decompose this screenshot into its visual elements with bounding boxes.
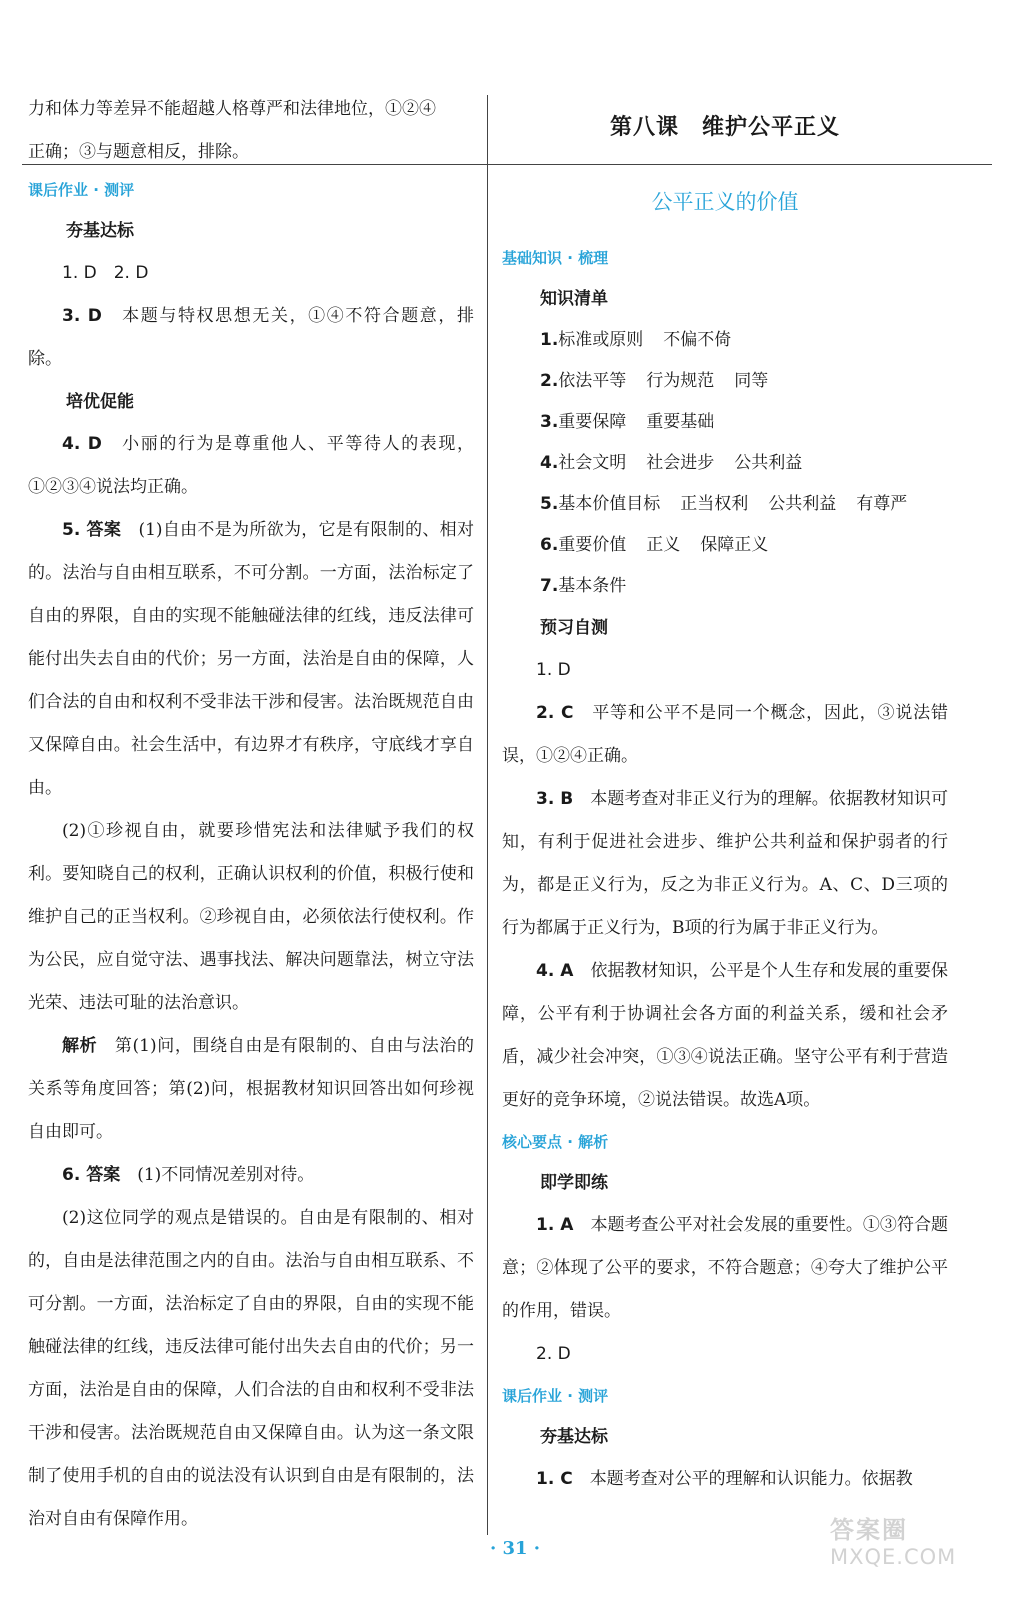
left-column: [28, 170, 474, 1540]
answer-text: 平等和公平不是同一个概念，因此，③说法错误，①②④正确。: [502, 703, 949, 766]
subheading-preview-test: 预习自测: [540, 618, 608, 638]
preview-answer-2: [502, 692, 948, 778]
core-answer-1: [502, 1204, 948, 1333]
answer-5-part2: (2)①珍视自由，就要珍惜宪法和法律赋予我们的权利。要知晓自己的权利，正确认识权利的价值，积极行使和维护自己的正当权利。②珍视自由，必须依法行使权利。作为公民，应自觉守法、遇事找法、解决问题靠法，树立守法光荣、违法可耻的法治意识。: [28, 821, 474, 1013]
subheading-basic-right: 夯基达标: [540, 1427, 608, 1447]
answer-number: 4. A: [536, 961, 574, 981]
watermark-top: 答案圈: [830, 1516, 908, 1544]
answer-text: 本题考查公平对社会发展的重要性。①③符合题意；②体现了公平的要求，不符合题意；④夸大了维护公平的作用，错误。: [502, 1215, 948, 1321]
answer-text: 本题考查对公平的理解和认识能力。依据教: [589, 1469, 913, 1489]
answer-number: 5. 答案: [62, 520, 122, 540]
answer-text: (1)自由不是为所欲为，它是有限制的、相对的。法治与自由相互联系，不可分割。一方面，法治标定了自由的界限，自由的实现不能触碰法律的红线，违反法律可能付出失去自由的代价；另一方面，法治是自由的保障，人们合法的自由和权利不受非法干涉和侵害。法治既规范自由又保障自由。社会生活中，有边界才有秩序，守底线才享自由。: [28, 520, 474, 798]
lesson-title: 第八课 维护公平正义: [609, 115, 840, 140]
section-tag-homework-right: 课后作业 · 测评: [502, 1387, 609, 1405]
knowledge-item-3: 3.重要保障 重要基础: [540, 412, 715, 432]
right-column: [502, 166, 948, 1540]
answer-number: 1. C: [536, 1469, 573, 1489]
answer-3: [28, 295, 474, 381]
section-tag-basics: 基础知识 · 梳理: [502, 249, 609, 267]
column-divider: [487, 95, 488, 1535]
section-tag-homework: 课后作业 · 测评: [28, 181, 135, 199]
knowledge-item-2: 2.依法平等 行为规范 同等: [540, 371, 769, 391]
homework-answer-1: [502, 1458, 948, 1501]
answer-5-analysis: [28, 1025, 474, 1154]
answer-6-part2: (2)这位同学的观点是错误的。自由是有限制的、相对的，自由是法律范围之内的自由。法治与自由相互联系、不可分割。一方面，法治标定了自由的界限，自由的实现不能触碰法律的红线，违反法律可能付出失去自由的代价；另一方面，法治是自由的保障，人们合法的自由和权利不受非法干涉和侵害。法治既规范自由又保障自由。认为这一条文限制了使用手机的自由的说法没有认识到自由是有限制的，法治对自由有保障作用。: [28, 1208, 474, 1529]
answer-text: 依据教材知识，公平是个人生存和发展的重要保障，公平有利于协调社会各方面的利益关系，缓和社会矛盾，减少社会冲突，①③④说法正确。坚守公平有利于营造更好的竞争环境，②说法错误。故选A项。: [502, 961, 948, 1110]
knowledge-item-4: 4.社会文明 社会进步 公共利益: [540, 453, 803, 473]
answer-1-2: 1. D 2. D: [62, 263, 149, 283]
answer-text: 本题考查对非正义行为的理解。依据教材知识可知，有利于促进社会进步、维护公共利益和保护弱者的行为，都是正义行为，反之为非正义行为。A、C、D三项的行为都属于正义行为，B项的行为属于非正义行为。: [502, 789, 949, 938]
continued-text: [28, 88, 474, 174]
knowledge-item-5: 5.基本价值目标 正当权利 公共利益 有尊严: [540, 494, 908, 514]
answer-number: 4. D: [62, 434, 102, 454]
continued-line-1: 力和体力等差异不能超越人格尊严和法律地位，①②④: [28, 99, 436, 119]
subheading-knowledge-list: 知识清单: [540, 289, 608, 309]
preview-answer-3: [502, 778, 948, 950]
lesson-header: [502, 88, 948, 163]
subheading-basic: 夯基达标: [66, 221, 134, 241]
answer-text: 本题与特权思想无关，①④不符合题意，排除。: [28, 306, 475, 369]
subheading-advance: 培优促能: [66, 392, 134, 412]
continued-line-2: 正确；③与题意相反，排除。: [28, 142, 249, 162]
subheading-practice: 即学即练: [540, 1173, 608, 1193]
preview-answer-4: [502, 950, 948, 1122]
section-tag-core: 核心要点 · 解析: [502, 1133, 609, 1151]
watermark-logo: [830, 1510, 1000, 1572]
answer-5-part1: [28, 509, 474, 810]
answer-number: 3. B: [536, 789, 574, 809]
analysis-label: 解析: [62, 1036, 98, 1056]
answer-4: [28, 423, 474, 509]
answer-number: 3. D: [62, 306, 102, 326]
topic-title: 公平正义的价值: [651, 190, 799, 214]
knowledge-item-6: 6.重要价值 正义 保障正义: [540, 535, 769, 555]
header-divider: [22, 164, 992, 165]
knowledge-list: [502, 320, 948, 607]
core-answer-2: 2. D: [536, 1344, 571, 1364]
answer-text: (1)不同情况差别对待。: [137, 1165, 315, 1185]
answer-number: 2. C: [536, 703, 574, 723]
watermark-bottom: MXQE.COM: [830, 1545, 957, 1569]
knowledge-item-1: 1.标准或原则 不偏不倚: [540, 330, 732, 350]
analysis-text: 第(1)问，围绕自由是有限制的、自由与法治的关系等角度回答；第(2)问，根据教材知识回答出如何珍视自由即可。: [28, 1036, 474, 1142]
answer-text: 小丽的行为是尊重他人、平等待人的表现，①②③④说法均正确。: [28, 434, 475, 497]
knowledge-item-7: 7.基本条件: [540, 576, 627, 596]
answer-number: 1. A: [536, 1215, 574, 1235]
answer-number: 6. 答案: [62, 1165, 121, 1185]
answer-6-part1: [28, 1154, 474, 1197]
preview-answer-1: 1. D: [536, 660, 571, 680]
page-number: · 31 ·: [489, 1538, 541, 1559]
